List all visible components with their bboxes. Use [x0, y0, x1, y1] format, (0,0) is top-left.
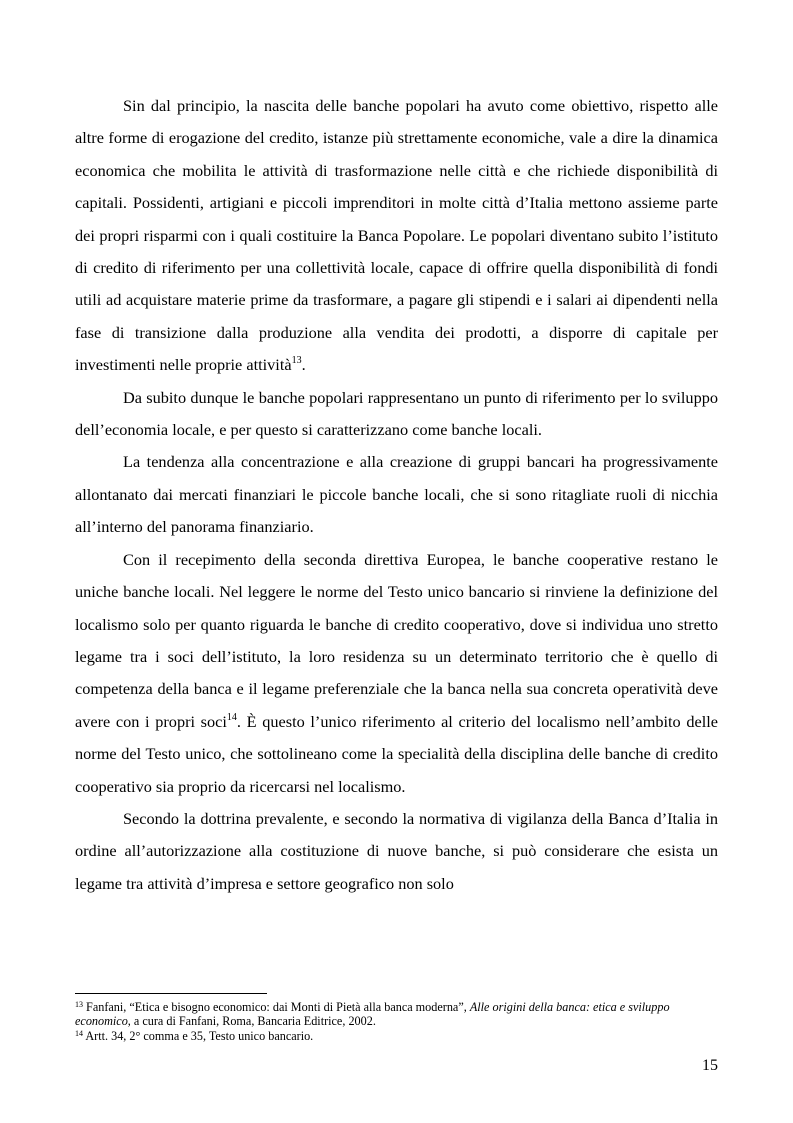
- page-number: 15: [702, 1057, 718, 1074]
- footnote-13-number: 13: [75, 1000, 83, 1009]
- paragraph-3: La tendenza alla concentrazione e alla creazione di gruppi bancari ha progressivamente allontanato dai mercati finanziari le piccole banche locali, che si sono ritagliate ruoli di nicchia all’interno del panorama finanziario.: [75, 452, 718, 537]
- footnotes: [75, 1000, 718, 1043]
- paragraph-4: [75, 544, 718, 803]
- body-text: [75, 90, 718, 900]
- paragraph-4-end: . È questo l’unico riferimento al criterio del localismo nell’ambito delle norme del Testo unico, che sottolineano come la specialità della disciplina delle banche di credito cooperativo sia proprio da ricercarsi nel localismo.: [75, 711, 718, 796]
- footnote-14: [75, 1029, 718, 1043]
- footnote-13: [75, 1000, 718, 1029]
- paragraph-1-text: Sin dal principio, la nascita delle banche popolari ha avuto come obiettivo, rispetto alle altre forme di erogazione del credito, istanze più strettamente economiche, vale a dire la dinamica economica che mobilita le attività di trasformazione nelle città e che richiede disponibilità di capitali. Possidenti, artigiani e piccoli imprenditori in molte città d’Italia mettono assieme parte dei propri risparmi con i quali costituire la Banca Popolare. Le popolari diventano subito l’istituto di credito di riferimento per una collettività locale, capace di offrire quella disponibilità di fondi utili ad acquistare materie prime da trasformare, a pagare gli stipendi e i salari ai dipendenti nella fase di transizione dalla produzione alla vendita dei prodotti, a disporre di capitale per investimenti nelle proprie attività: [75, 96, 718, 375]
- paragraph-4-text: Con il recepimento della seconda direttiva Europea, le banche cooperative restano le uniche banche locali. Nel leggere le norme del Testo unico bancario si rinviene la definizione del localismo solo per quanto riguarda le banche di credito cooperativo, dove si individua uno stretto legame tra i soci dell’istituto, la loro residenza su un determinato territorio che è quello di competenza della banca e il legame preferenziale che la banca nella sua concreta operatività deve avere con i propri soci: [75, 549, 718, 731]
- footnote-13-text: Fanfani, “Etica e bisogno economico: dai Monti di Pietà alla banca moderna”,: [83, 1000, 470, 1014]
- paragraph-1: [75, 90, 718, 382]
- footnote-separator: [75, 993, 267, 994]
- footnote-13-citation: , a cura di Fanfani, Roma, Bancaria Editrice, 2002.: [127, 1014, 376, 1029]
- footnote-ref-14: 14: [226, 711, 237, 723]
- footnote-14-number: 14: [75, 1028, 83, 1038]
- paragraph-1-end: .: [301, 355, 306, 375]
- footnote-13-title: Alle origini della banca: etica e sviluppo economico: [75, 1000, 670, 1029]
- footnote-14-text: Artt. 34, 2° comma e 35, Testo unico bancario.: [83, 1028, 314, 1043]
- paragraph-2: Da subito dunque le banche popolari rappresentano un punto di riferimento per lo sviluppo dell’economia locale, e per questo si caratterizzano come banche locali.: [75, 387, 718, 440]
- paragraph-5: Secondo la dottrina prevalente, e secondo la normativa di vigilanza della Banca d’Italia in ordine all’autorizzazione alla costituzione di nuove banche, si può considerare che esista un legame tra attività d’impresa e settore geografico non solo: [75, 808, 718, 893]
- footnote-ref-13: 13: [291, 355, 302, 367]
